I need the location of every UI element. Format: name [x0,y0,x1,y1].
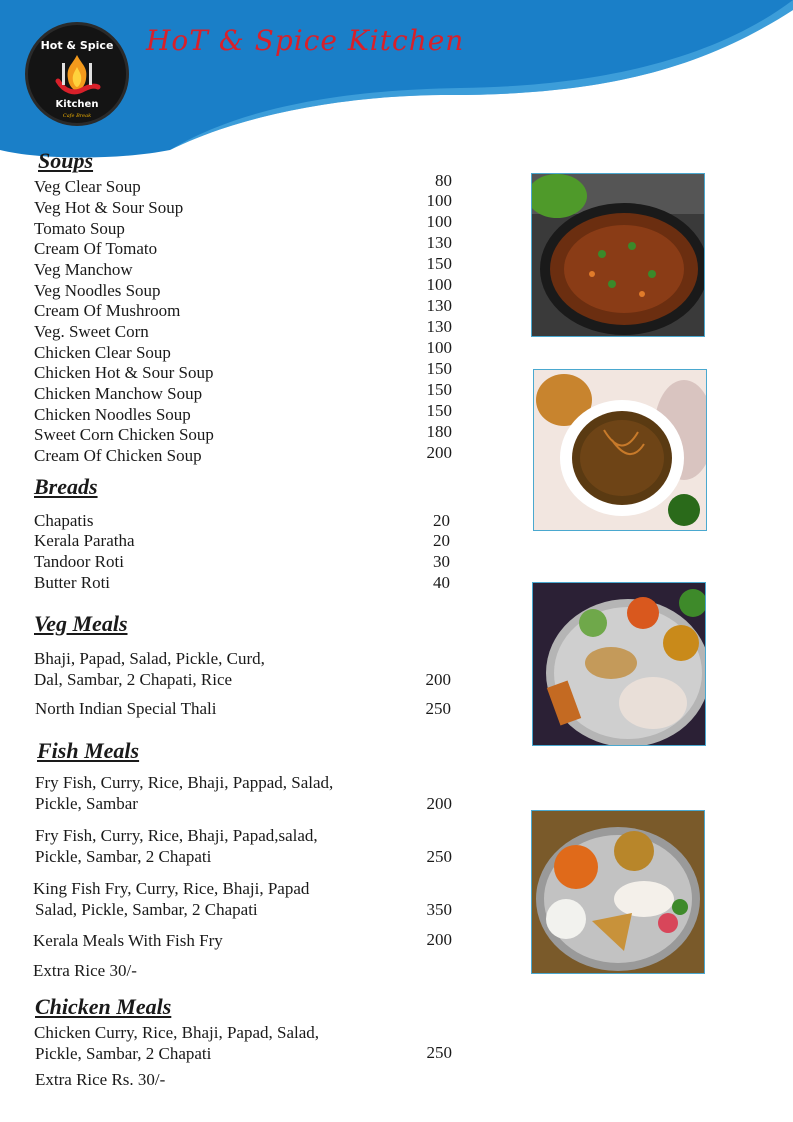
menu-item-name: Veg Clear Soup [34,177,141,196]
section-title-veg-meals: Veg Meals [34,611,128,636]
fish-thali-photo [531,810,705,974]
menu-item-line1: Chicken Curry, Rice, Bhaji, Papad, Salad, [34,1023,320,1042]
menu-item-line1: North Indian Special Thali [35,699,217,718]
menu-item-line1: Kerala Meals With Fish Fry [33,931,223,950]
menu-item-price: 100 [426,191,452,210]
page-title: HoT & Spice Kitchen [146,24,465,57]
menu-item-line1: Bhaji, Papad, Salad, Pickle, Curd, [34,649,265,668]
extra-rice-note: Extra Rice Rs. 30/- [35,1070,166,1089]
menu-item-name: Cream Of Chicken Soup [34,446,202,465]
menu-item-price: 350 [426,900,452,919]
menu-item-price: 150 [426,380,452,399]
menu-item-price: 100 [426,212,452,231]
menu-item-name: Chicken Clear Soup [34,343,171,362]
menu-item-name: Chicken Noodles Soup [34,405,191,424]
menu-item-price: 130 [426,296,452,315]
menu-item-price: 150 [426,401,452,420]
menu-item-name: Veg Manchow [34,260,133,279]
section-title-fish-meals: Fish Meals [37,738,140,763]
menu-item-price: 250 [425,699,451,718]
menu-item-price: 100 [426,338,452,357]
menu-item-price: 200 [426,930,452,949]
menu-item-price: 20 [433,531,450,550]
menu-item-price: 20 [433,511,450,530]
veg-thali-photo [532,582,706,746]
manchow-soup-photo [533,369,707,531]
extra-rice-note: Extra Rice 30/- [33,961,137,980]
menu-item-price: 130 [426,317,452,336]
menu-item-price: 40 [433,573,450,592]
menu-item-name: Chicken Manchow Soup [34,384,203,403]
menu-item-name: Butter Roti [34,573,111,592]
section-title-chicken-meals: Chicken Meals [35,994,172,1019]
restaurant-logo [25,22,129,126]
menu-item-price: 200 [426,443,452,462]
soup-bowl-photo [531,173,705,337]
section-title-soups: Soups [38,148,94,173]
logo-bottom-text: Kitchen [55,99,99,110]
menu-item-price: 130 [426,233,452,252]
menu-item-price: 250 [426,1043,452,1062]
menu-item-name: Tomato Soup [34,219,125,238]
menu-item-line2: Pickle, Sambar [35,794,138,813]
menu-item-line2: Salad, Pickle, Sambar, 2 Chapati [35,900,258,919]
menu-item-price: 80 [435,171,452,190]
menu-item-price: 180 [426,422,452,441]
menu-item-line2: Dal, Sambar, 2 Chapati, Rice [34,670,233,689]
menu-item-line2: Pickle, Sambar, 2 Chapati [35,847,212,866]
logo-tagline: Cafe Break [62,113,92,119]
menu-item-price: 100 [426,275,452,294]
menu-item-price: 150 [426,359,452,378]
menu-item-price: 150 [426,254,452,273]
menu-item-price: 200 [426,794,452,813]
menu-item-name: Veg Noodles Soup [34,281,161,300]
menu-item-name: Veg. Sweet Corn [34,322,149,341]
menu-item-price: 250 [426,847,452,866]
menu-item-name: Cream Of Tomato [34,239,158,258]
menu-item-name: Chicken Hot & Sour Soup [34,363,214,382]
menu-item-name: Cream Of Mushroom [34,301,181,320]
logo-top-text: Hot & Spice [40,39,114,52]
menu-item-price: 30 [433,552,450,571]
menu-item-name: Tandoor Roti [34,552,124,571]
menu-item-line2: Pickle, Sambar, 2 Chapati [35,1044,212,1063]
menu-item-line1: Fry Fish, Curry, Rice, Bhaji, Papad,salad, [35,826,318,845]
menu-item-line1: King Fish Fry, Curry, Rice, Bhaji, Papad [33,879,310,898]
menu-item-name: Kerala Paratha [34,531,135,550]
menu-item-line1: Fry Fish, Curry, Rice, Bhaji, Pappad, Salad, [35,773,334,792]
menu-item-name: Veg Hot & Sour Soup [34,198,184,217]
menu-item-name: Sweet Corn Chicken Soup [34,425,214,444]
menu-item-price: 200 [425,670,451,689]
menu-item-name: Chapatis [34,511,94,530]
section-title-breads: Breads [34,474,98,499]
